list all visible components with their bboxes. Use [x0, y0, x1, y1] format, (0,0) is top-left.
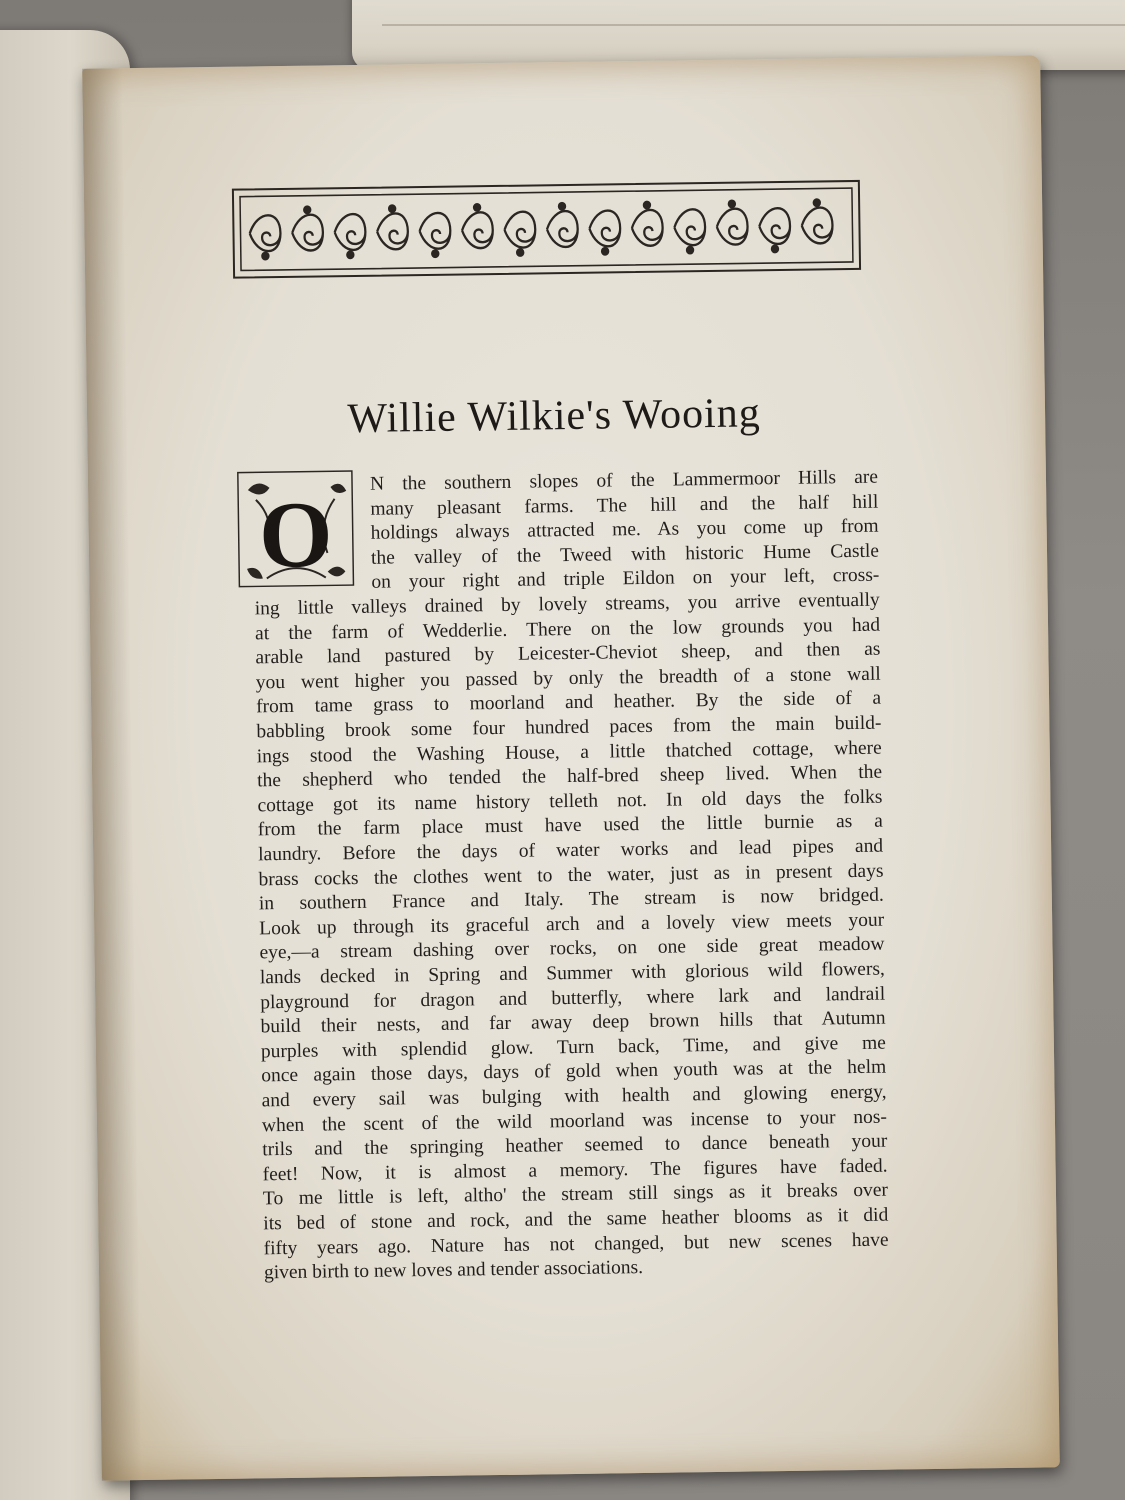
ornament-dot-icon: [772, 246, 778, 253]
ornament-scroll-icon: [547, 211, 578, 247]
ornament-scroll-icon: [462, 212, 493, 248]
ornament-dot-icon: [644, 202, 650, 209]
ornament-scroll-icon: [802, 207, 833, 243]
ornament-scroll-icon: [419, 213, 450, 249]
floral-initial-o-icon: [236, 469, 356, 589]
paragraph-line: To me little is left, altho' the stream still sings as it breaks over: [262, 1180, 889, 1210]
paragraph-line: once again those days, days of gold when youth was at the helm: [261, 1057, 887, 1087]
ornament-dot-icon: [687, 247, 693, 254]
ornament-scroll-icon: [674, 209, 705, 245]
paragraph-line: ings stood the Washing House, a little thatched cottage, where: [256, 737, 882, 767]
paragraph-line: at the farm of Wedderlie. There on the low grounds you had: [254, 614, 881, 644]
ornament-dot-icon: [389, 205, 395, 212]
paragraph-line: playground for dragon and butterfly, where lark and landrail: [260, 983, 886, 1013]
paragraph-line: laundry. Before the days of water works and lead pipes and: [258, 835, 884, 866]
ornament-scroll-icon: [292, 214, 323, 250]
ornament-scroll-icon: [504, 212, 535, 248]
paragraph-line: when the scent of the wild moorland was incense to your nos-: [261, 1106, 888, 1136]
ornament-dot-icon: [262, 253, 268, 260]
story-title: Willie Wilkie's Wooing: [347, 390, 761, 443]
paragraph-line: eye,—a stream dashing over rocks, on one side great meadow: [259, 934, 885, 964]
ornament-scroll-icon: [589, 210, 620, 246]
ornament-scroll-icon: [249, 215, 280, 251]
ornament-dot-icon: [347, 252, 353, 259]
ornament-dot-icon: [432, 250, 438, 257]
ornament-dot-icon: [814, 199, 820, 206]
paragraph-line: on your right and triple Eildon on your left, cross-: [371, 565, 880, 594]
paragraph-line: the valley of the Tweed with historic Hume Castle: [370, 540, 880, 569]
scroll-ornament-icon: [239, 187, 854, 272]
drop-cap-letter: O: [258, 482, 334, 588]
paragraph-line: many pleasant farms. The hill and the half hill: [370, 491, 879, 520]
paragraph-line: you went higher you passed by only the breadth of a stone wall: [255, 663, 881, 694]
paragraph-line: and every sail was bulging with health and glowing energy,: [261, 1081, 887, 1112]
ornament-scroll-icon: [377, 213, 408, 249]
paragraph-line: cottage got its name history telleth not. In old days the folks: [257, 786, 883, 817]
paragraph-line: N the southern slopes of the Lammermoor Hills are: [369, 466, 879, 495]
ornament-dot-icon: [304, 207, 310, 214]
paragraph-line: build their nests, and far away deep brown hills that Autumn: [260, 1007, 886, 1038]
ornament-dot-icon: [559, 203, 565, 210]
paragraph-line: ing little valleys drained by lovely streams, you arrive eventually: [254, 589, 880, 620]
paragraph-line: lands decked in Spring and Summer with glorious wild flowers,: [259, 958, 885, 989]
ornament-scroll-icon: [759, 208, 790, 244]
ornament-dot-icon: [602, 248, 608, 255]
paragraph-line: from the farm place must have used the little burnie as a: [257, 811, 883, 841]
paragraph-line: purples with splendid glow. Turn back, Time, and give me: [260, 1032, 887, 1063]
paragraph-line: its bed of stone and rock, and the same heather blooms as it did: [263, 1204, 889, 1235]
ornament-dot-icon: [729, 201, 735, 208]
paragraph-line: in southern France and Italy. The stream is now bridged.: [258, 884, 884, 915]
paragraph-line: arable land pastured by Leicester-Cheviot sheep, and then as: [255, 638, 881, 669]
paragraph-line: fifty years ago. Nature has not changed, but new scenes have: [263, 1229, 889, 1259]
paragraph-line: Look up through its graceful arch and a lovely view meets your: [259, 909, 885, 940]
paragraph-line: trils and the springing heather seemed to dance beneath your: [262, 1130, 888, 1161]
ornament-scroll-icon: [334, 214, 365, 250]
ornament-dot-icon: [474, 204, 480, 211]
paragraph-line: brass cocks the clothes went to the water, just as in present days: [258, 860, 884, 890]
paragraph-line: babbling brook some four hundred paces from the main build-: [256, 712, 882, 743]
ornament-scroll-icon: [632, 210, 663, 246]
decorative-drop-cap: [236, 469, 356, 589]
book-page: [82, 55, 1060, 1480]
paragraph-line: holdings always attracted me. As you come up from: [370, 515, 879, 544]
paragraph-line: feet! Now, it is almost a memory. The figures have faded.: [262, 1155, 888, 1186]
ornament-scroll-icon: [717, 209, 748, 245]
ornament-dot-icon: [517, 249, 523, 256]
paragraph-line: given birth to new loves and tender associations.: [263, 1257, 644, 1284]
ornamental-header-band: [232, 180, 861, 279]
paragraph-line: the shepherd who tended the half-bred sheep lived. When the: [257, 761, 883, 792]
paragraph-line: from tame grass to moorland and heather. By the side of a: [255, 688, 882, 718]
